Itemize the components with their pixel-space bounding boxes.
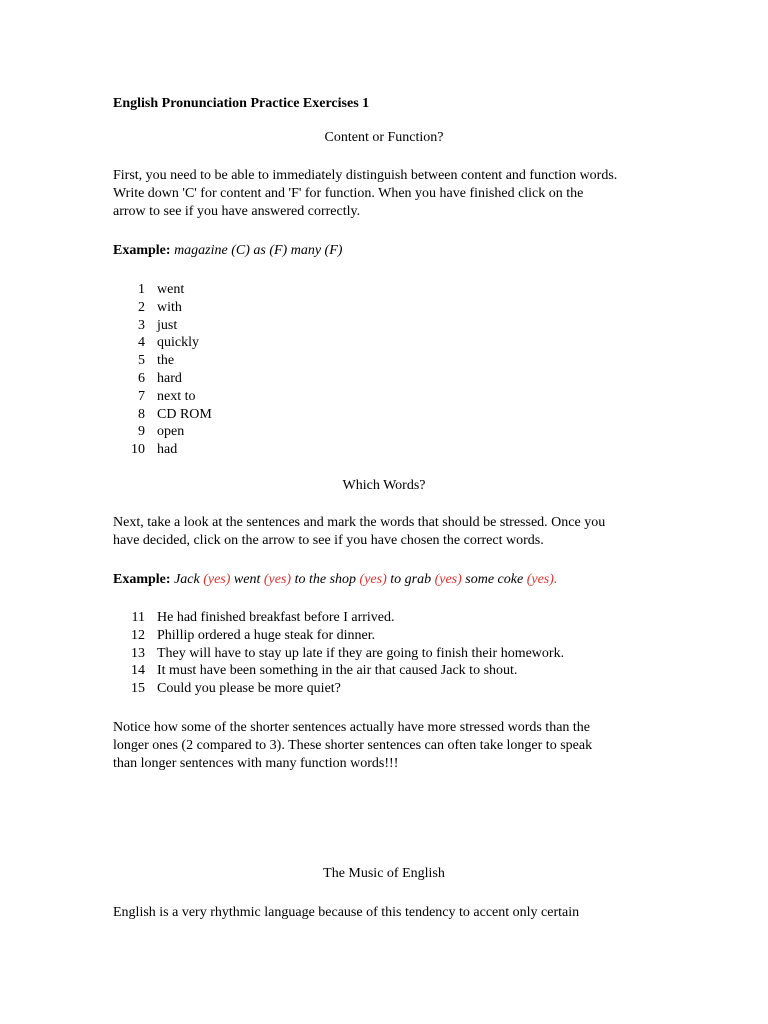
- item-word: went: [157, 282, 185, 297]
- item-word: had: [157, 442, 178, 458]
- item-word: the: [157, 353, 175, 369]
- item-sentence: Could you please be more quiet?: [157, 681, 341, 697]
- item-number: 11: [131, 610, 145, 625]
- item-number: 9: [138, 424, 145, 440]
- item-word: with: [157, 299, 182, 315]
- example-label: Example:: [113, 243, 171, 258]
- document-title: English Pronunciation Practice Exercises 1: [113, 96, 370, 111]
- item-number: 15: [131, 681, 145, 697]
- yes-marker: (yes): [263, 572, 292, 587]
- sentence-list: [113, 609, 564, 698]
- notice-line: longer ones (2 compared to 3). These shorter sentences can often take longer to speak: [113, 738, 593, 753]
- item-number: 13: [131, 645, 145, 661]
- list-item: [113, 406, 212, 424]
- intro-line: Next, take a look at the sentences and mark the words that should be stressed. Once you: [113, 515, 606, 530]
- yes-marker: (yes): [359, 572, 387, 587]
- example-part: to grab: [386, 572, 435, 587]
- list-item: [113, 281, 212, 299]
- yes-marker: (yes): [203, 572, 231, 587]
- item-sentence: It must have been something in the air that caused Jack to shout.: [157, 663, 518, 679]
- list-item: [113, 370, 212, 388]
- list-item: [113, 645, 564, 663]
- item-word: hard: [157, 370, 182, 386]
- list-item: [113, 317, 212, 335]
- item-sentence: Phillip ordered a huge steak for dinner.: [157, 627, 376, 643]
- intro-line: arrow to see if you have answered correctly.: [113, 204, 361, 219]
- notice-line: Notice how some of the shorter sentences actually have more stressed words than the: [113, 720, 591, 735]
- example-part: to the shop: [291, 572, 360, 587]
- item-number: 1: [138, 282, 145, 297]
- notice-paragraph: [113, 719, 673, 773]
- item-word: open: [157, 424, 185, 440]
- list-item: [113, 680, 564, 698]
- yes-marker: (yes): [434, 572, 462, 587]
- word-list: [113, 281, 212, 459]
- item-word: quickly: [157, 335, 199, 351]
- section3-intro: [113, 904, 673, 922]
- item-sentence: They will have to stay up late if they are going to finish their homework.: [157, 645, 565, 661]
- list-item: [113, 334, 212, 352]
- item-number: 12: [131, 627, 145, 643]
- item-sentence: He had finished breakfast before I arrived.: [157, 610, 395, 625]
- list-item: [113, 609, 564, 627]
- example-text: [174, 572, 557, 587]
- example-part: Jack: [174, 572, 204, 587]
- item-number: 7: [138, 388, 145, 404]
- intro-line: Write down 'C' for content and 'F' for function. When you have finished click on the: [113, 186, 584, 201]
- intro-line: First, you need to be able to immediately distinguish between content and function words.: [113, 168, 618, 183]
- section-heading-which-words: Which Words?: [342, 478, 426, 493]
- section2-intro: [113, 514, 673, 550]
- example-text: magazine (C) as (F) many (F): [174, 243, 343, 258]
- item-number: 3: [138, 317, 145, 333]
- item-number: 8: [138, 406, 145, 422]
- notice-line: than longer sentences with many function words!!!: [113, 756, 399, 771]
- intro-line: have decided, click on the arrow to see if you have chosen the correct words.: [113, 533, 544, 548]
- example-label: Example:: [113, 572, 171, 587]
- section1-intro: [113, 167, 673, 221]
- example-2: [113, 571, 557, 589]
- example-1: [113, 242, 342, 260]
- item-word: just: [157, 317, 178, 333]
- list-item: [113, 441, 212, 459]
- item-number: 14: [131, 663, 145, 679]
- item-number: 4: [138, 335, 145, 351]
- item-word: next to: [157, 388, 196, 404]
- list-item: [113, 388, 212, 406]
- intro-line: English is a very rhythmic language because of this tendency to accent only certain: [113, 905, 580, 920]
- example-part: some coke: [461, 572, 527, 587]
- section-heading-music-of-english: The Music of English: [323, 866, 445, 881]
- item-number: 10: [131, 442, 145, 458]
- list-item: [113, 352, 212, 370]
- yes-marker: (yes).: [526, 572, 558, 587]
- item-number: 6: [138, 370, 145, 386]
- list-item: [113, 662, 564, 680]
- list-item: [113, 423, 212, 441]
- item-number: 5: [138, 353, 145, 369]
- item-number: 2: [138, 299, 145, 315]
- item-word: CD ROM: [157, 406, 212, 422]
- section-heading-content-or-function: Content or Function?: [324, 130, 444, 145]
- list-item: [113, 627, 564, 645]
- list-item: [113, 299, 212, 317]
- example-part: went: [230, 572, 264, 587]
